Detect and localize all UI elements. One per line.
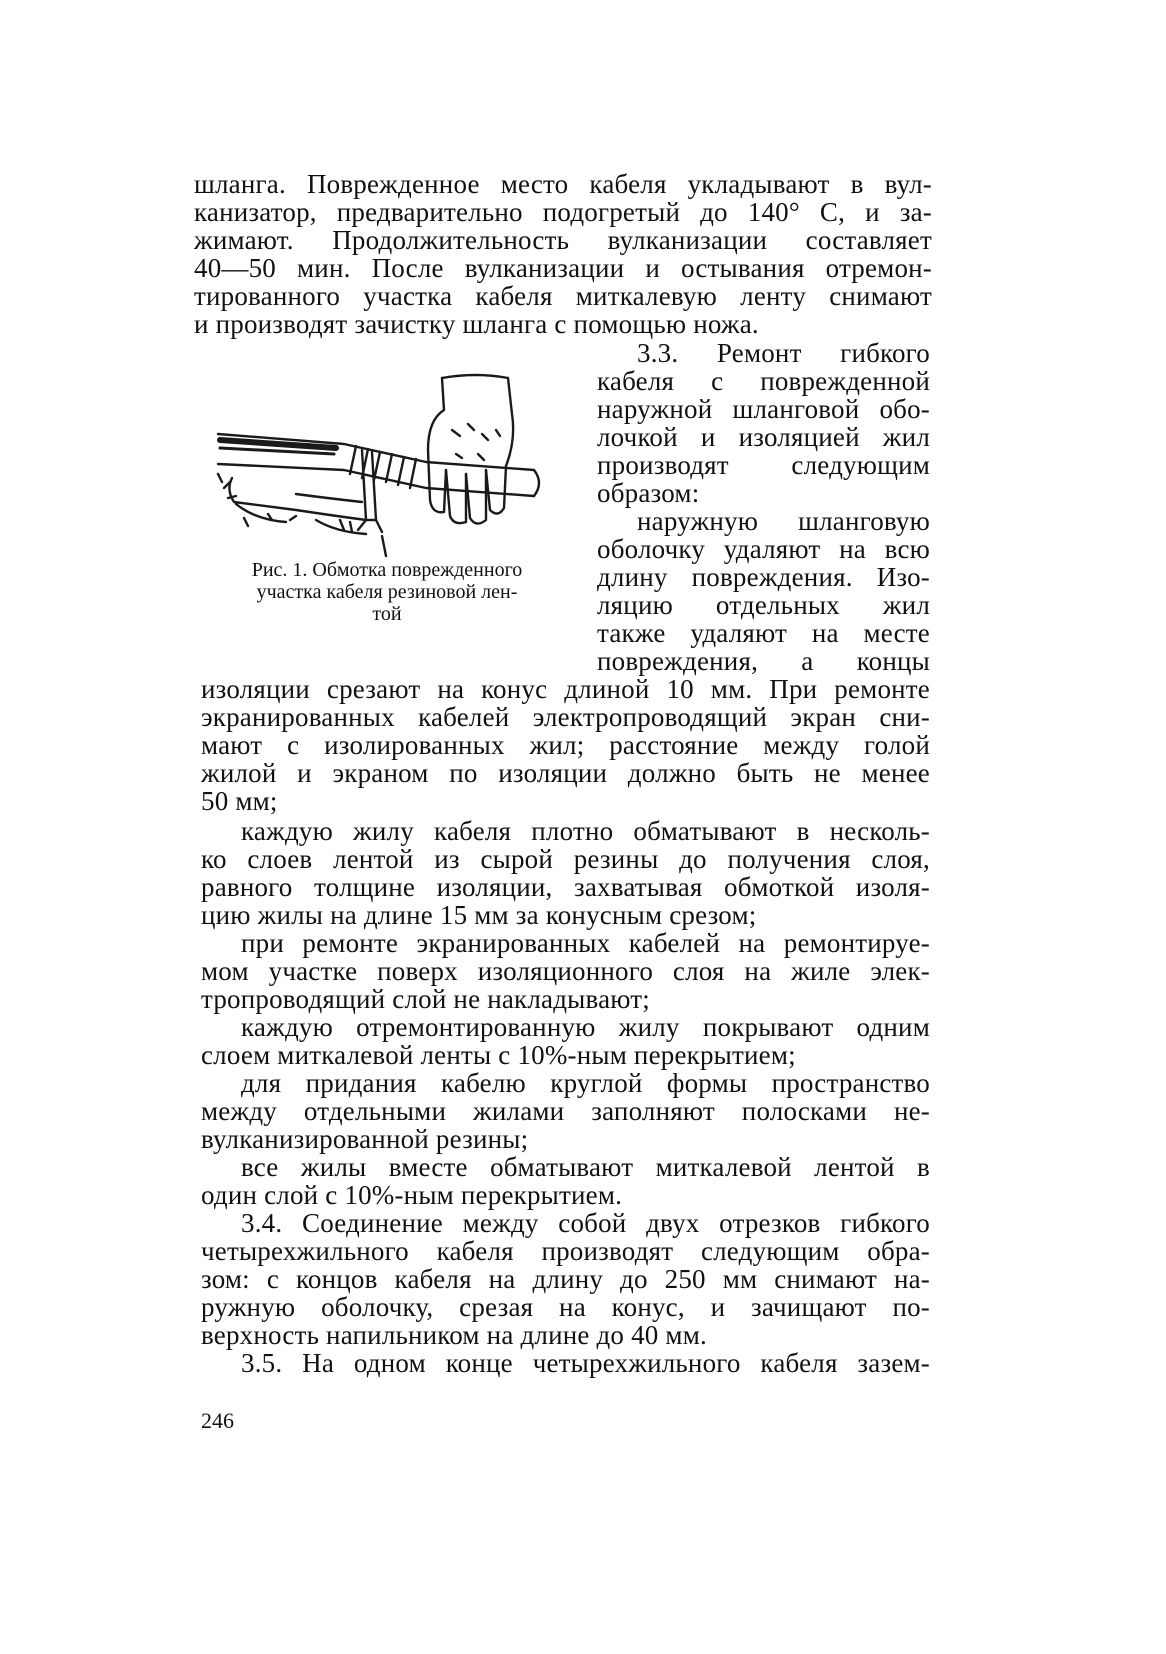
section-3-3-line: жилой и экраном по изоляции должно быть не менее — [201, 758, 930, 788]
section-3-3-column-line: образом: — [597, 478, 700, 508]
section-3-3-column-line: длину повреждения. Изо- — [597, 562, 930, 592]
section-3-3-column-line: производят следующим — [597, 450, 930, 480]
list-paragraph-line: при ремонте экранированных кабелей на ремонтируе- — [241, 928, 930, 958]
section-3-3-line: изоляции срезают на конус длиной 10 мм. При ремонте — [201, 674, 930, 704]
list-paragraph-line: мом участке поверх изоляционного слоя на жиле элек- — [201, 956, 930, 986]
section-3-4-line: четырехжильного кабеля производят следующим обра- — [201, 1236, 930, 1266]
top-paragraph-line: канизатор, предварительно подогретый до 140° С, и за- — [194, 197, 932, 227]
section-3-3-column-line: также удаляют на месте — [597, 618, 930, 648]
list-paragraph-line: один слой с 10%-ным перекрытием. — [201, 1180, 623, 1210]
list-paragraph-line: вулканизированной резины; — [201, 1124, 529, 1154]
section-3-3-line: экранированных кабелей электропроводящий экран сни- — [201, 702, 930, 732]
section-3-3-column-line: повреждения, а концы — [597, 646, 930, 676]
list-paragraph-line: между отдельными жилами заполняют полосками не- — [201, 1096, 930, 1126]
section-3-5-line: 3.5. На одном конце четырехжильного кабеля зазем- — [241, 1348, 930, 1378]
list-paragraph-line: слоем миткалевой ленты с 10%-ным перекрытием; — [201, 1040, 796, 1070]
section-3-3-column-line: кабеля с поврежденной — [597, 366, 930, 396]
top-paragraph-line: и производят зачистку шланга с помощью ножа. — [194, 309, 759, 339]
section-3-4-line: 3.4. Соединение между собой двух отрезков гибкого — [241, 1208, 930, 1238]
figure-caption-line: той — [372, 603, 402, 625]
top-paragraph-line: 40—50 мин. После вулканизации и остывания отремон- — [194, 253, 932, 283]
section-3-3-column-line: 3.3. Ремонт гибкого — [637, 338, 930, 368]
top-paragraph-line: тированного участка кабеля миткалевую ленту снимают — [194, 281, 932, 311]
list-paragraph-line: каждую отремонтированную жилу покрывают одним — [241, 1012, 930, 1042]
section-3-3-column-line: оболочку удаляют на всю — [597, 534, 930, 564]
section-3-3-column-line: наружную шланговую — [637, 506, 930, 536]
section-3-3-column-line: лочкой и изоляцией жил — [597, 422, 930, 452]
section-3-3-line: мают с изолированных жил; расстояние между голой — [201, 730, 930, 760]
figure-caption-line: участка кабеля резиновой лен- — [256, 581, 518, 603]
figure-caption-line: Рис. 1. Обмотка поврежденного — [251, 559, 523, 581]
section-3-4-line: ружную оболочку, срезая на конус, и зачищают по- — [201, 1292, 930, 1322]
section-3-4-line: верхность напильником на длине до 40 мм. — [201, 1320, 707, 1350]
section-3-4-line: зом: с концов кабеля на длину до 250 мм снимают на- — [201, 1264, 930, 1294]
section-3-3-line: 50 мм; — [201, 786, 278, 816]
list-paragraph-line: цию жилы на длине 15 мм за конусным срезом; — [201, 900, 757, 930]
section-3-3-column-line: наружной шланговой обо- — [597, 394, 930, 424]
list-paragraph-line: каждую жилу кабеля плотно обматывают в несколь- — [241, 816, 930, 846]
list-paragraph-line: ко слоев лентой из сырой резины до получения слоя, — [201, 844, 930, 874]
top-paragraph-line: жимают. Продолжительность вулканизации составляет — [194, 225, 932, 255]
page-number: 246 — [201, 1408, 234, 1433]
top-paragraph-line: шланга. Поврежденное место кабеля укладывают в вул- — [194, 169, 932, 199]
section-3-3-column-line: ляцию отдельных жил — [597, 590, 930, 620]
hand-wrapping-cable-illustration — [216, 370, 556, 560]
list-paragraph-line: для придания кабелю круглой формы пространство — [241, 1068, 930, 1098]
list-paragraph-line: тропроводящий слой не накладывают; — [201, 984, 650, 1014]
list-paragraph-line: все жилы вместе обматывают миткалевой лентой в — [241, 1152, 930, 1182]
list-paragraph-line: равного толщине изоляции, захватывая обмоткой изоля- — [201, 872, 930, 902]
